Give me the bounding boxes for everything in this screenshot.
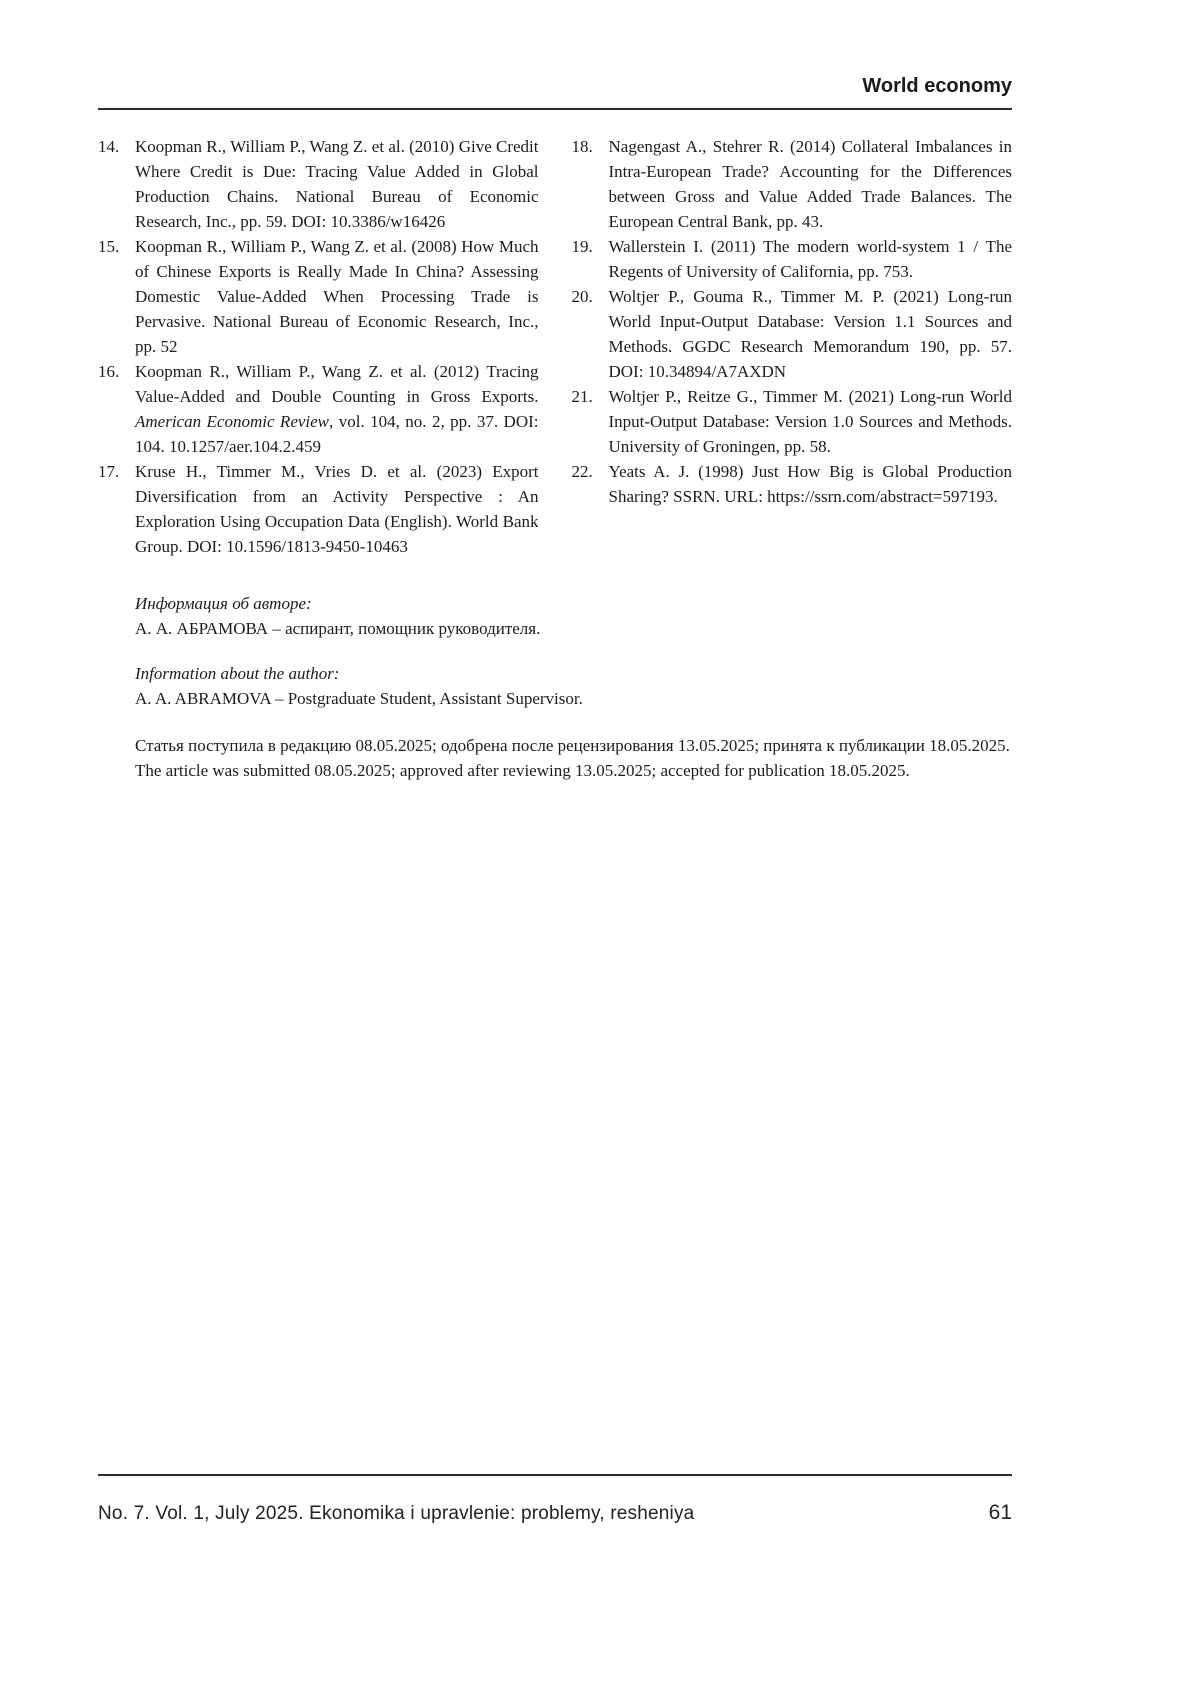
submission-dates-en: The article was submitted 08.05.2025; approved after reviewing 13.05.2025; accepted for publication 18.05.2025. (135, 761, 910, 780)
reference-text: Woltjer P., Gouma R., Timmer M. P. (2021) Long-run World Input-Output Database: Version 1.1 Sources and Methods. GGDC Research Memorandum 190, pp. 57. DOI: 10.34894/A7AXDN (608, 287, 1012, 381)
reference-number: 19. (571, 237, 593, 256)
reference-item (572, 134, 1013, 234)
references-column-left (98, 134, 539, 559)
reference-number: 17. (98, 462, 120, 481)
reference-item (572, 384, 1013, 459)
reference-number: 14. (98, 137, 120, 156)
section-title: World economy (862, 75, 1012, 97)
references-list (98, 134, 1012, 559)
reference-item (98, 459, 539, 559)
reference-item (572, 284, 1013, 384)
author-info-ru-heading: Информация об авторе: (135, 594, 312, 613)
author-info-ru-text: А. А. АБРАМОВА – аспирант, помощник руководителя. (135, 619, 541, 638)
reference-number: 22. (571, 462, 593, 481)
author-info-en (135, 661, 1012, 711)
references-column-right (572, 134, 1013, 559)
author-info-ru (135, 591, 1012, 641)
reference-text: Koopman R., William P., Wang Z. et al. (2012) Tracing Value-Added and Double Counting in Gross Exports. American Economic Review, vol. 104, no. 2, pp. 37. DOI: 104. 10.1257/aer.104.2.459 (135, 362, 539, 456)
reference-number: 16. (98, 362, 120, 381)
reference-number: 15. (98, 237, 120, 256)
reference-item (98, 234, 539, 359)
journal-info: No. 7. Vol. 1, July 2025. Ekonomika i upravlenie: problemy, resheniya (98, 1503, 695, 1524)
reference-item (98, 359, 539, 459)
reference-text: Kruse H., Timmer M., Vries D. et al. (2023) Export Diversification from an Activity Perspective : An Exploration Using Occupation Data (English). World Bank Group. DOI: 10.1596/1813-9450-10463 (135, 462, 539, 556)
reference-number: 21. (571, 387, 593, 406)
reference-text: Woltjer P., Reitze G., Timmer M. (2021) Long-run World Input-Output Database: Version 1.0 Sources and Methods. University of Groningen, pp. 58. (608, 387, 1012, 456)
author-info-en-heading: Information about the author: (135, 664, 340, 683)
reference-text: Nagengast A., Stehrer R. (2014) Collateral Imbalances in Intra-European Trade? Accounting for the Differences between Gross and Value Added Trade Balances. The European Central Bank, pp. 43. (608, 137, 1012, 231)
reference-text: Yeats A. J. (1998) Just How Big is Global Production Sharing? SSRN. URL: https://ssrn.com/abstract=597193. (608, 462, 1012, 506)
page-header (98, 74, 1012, 108)
submission-dates-ru: Статья поступила в редакцию 08.05.2025; одобрена после рецензирования 13.05.2025; принята к публикации 18.05.2025. (135, 736, 1010, 755)
page-content (98, 74, 1012, 783)
reference-item (572, 234, 1013, 284)
header-rule (98, 108, 1012, 110)
reference-item (572, 459, 1013, 509)
author-info-en-text: A. A. ABRAMOVA – Postgraduate Student, Assistant Supervisor. (135, 689, 583, 708)
reference-text: Koopman R., William P., Wang Z. et al. (2010) Give Credit Where Credit is Due: Tracing Value Added in Global Production Chains. National Bureau of Economic Research, Inc., pp. 59. DOI: 10.3386/w16426 (135, 137, 539, 231)
page-number: 61 (988, 1501, 1012, 1524)
reference-number: 20. (571, 287, 593, 306)
reference-number: 18. (571, 137, 593, 156)
submission-dates (135, 733, 1012, 783)
reference-text: Koopman R., William P., Wang Z. et al. (2008) How Much of Chinese Exports is Really Made In China? Assessing Domestic Value-Added When Processing Trade is Pervasive. National Bureau of Economic Research, Inc., pp. 52 (135, 237, 539, 356)
reference-item (98, 134, 539, 234)
page-footer (98, 1474, 1012, 1526)
reference-text: Wallerstein I. (2011) The modern world-system 1 / The Regents of University of California, pp. 753. (608, 237, 1012, 281)
